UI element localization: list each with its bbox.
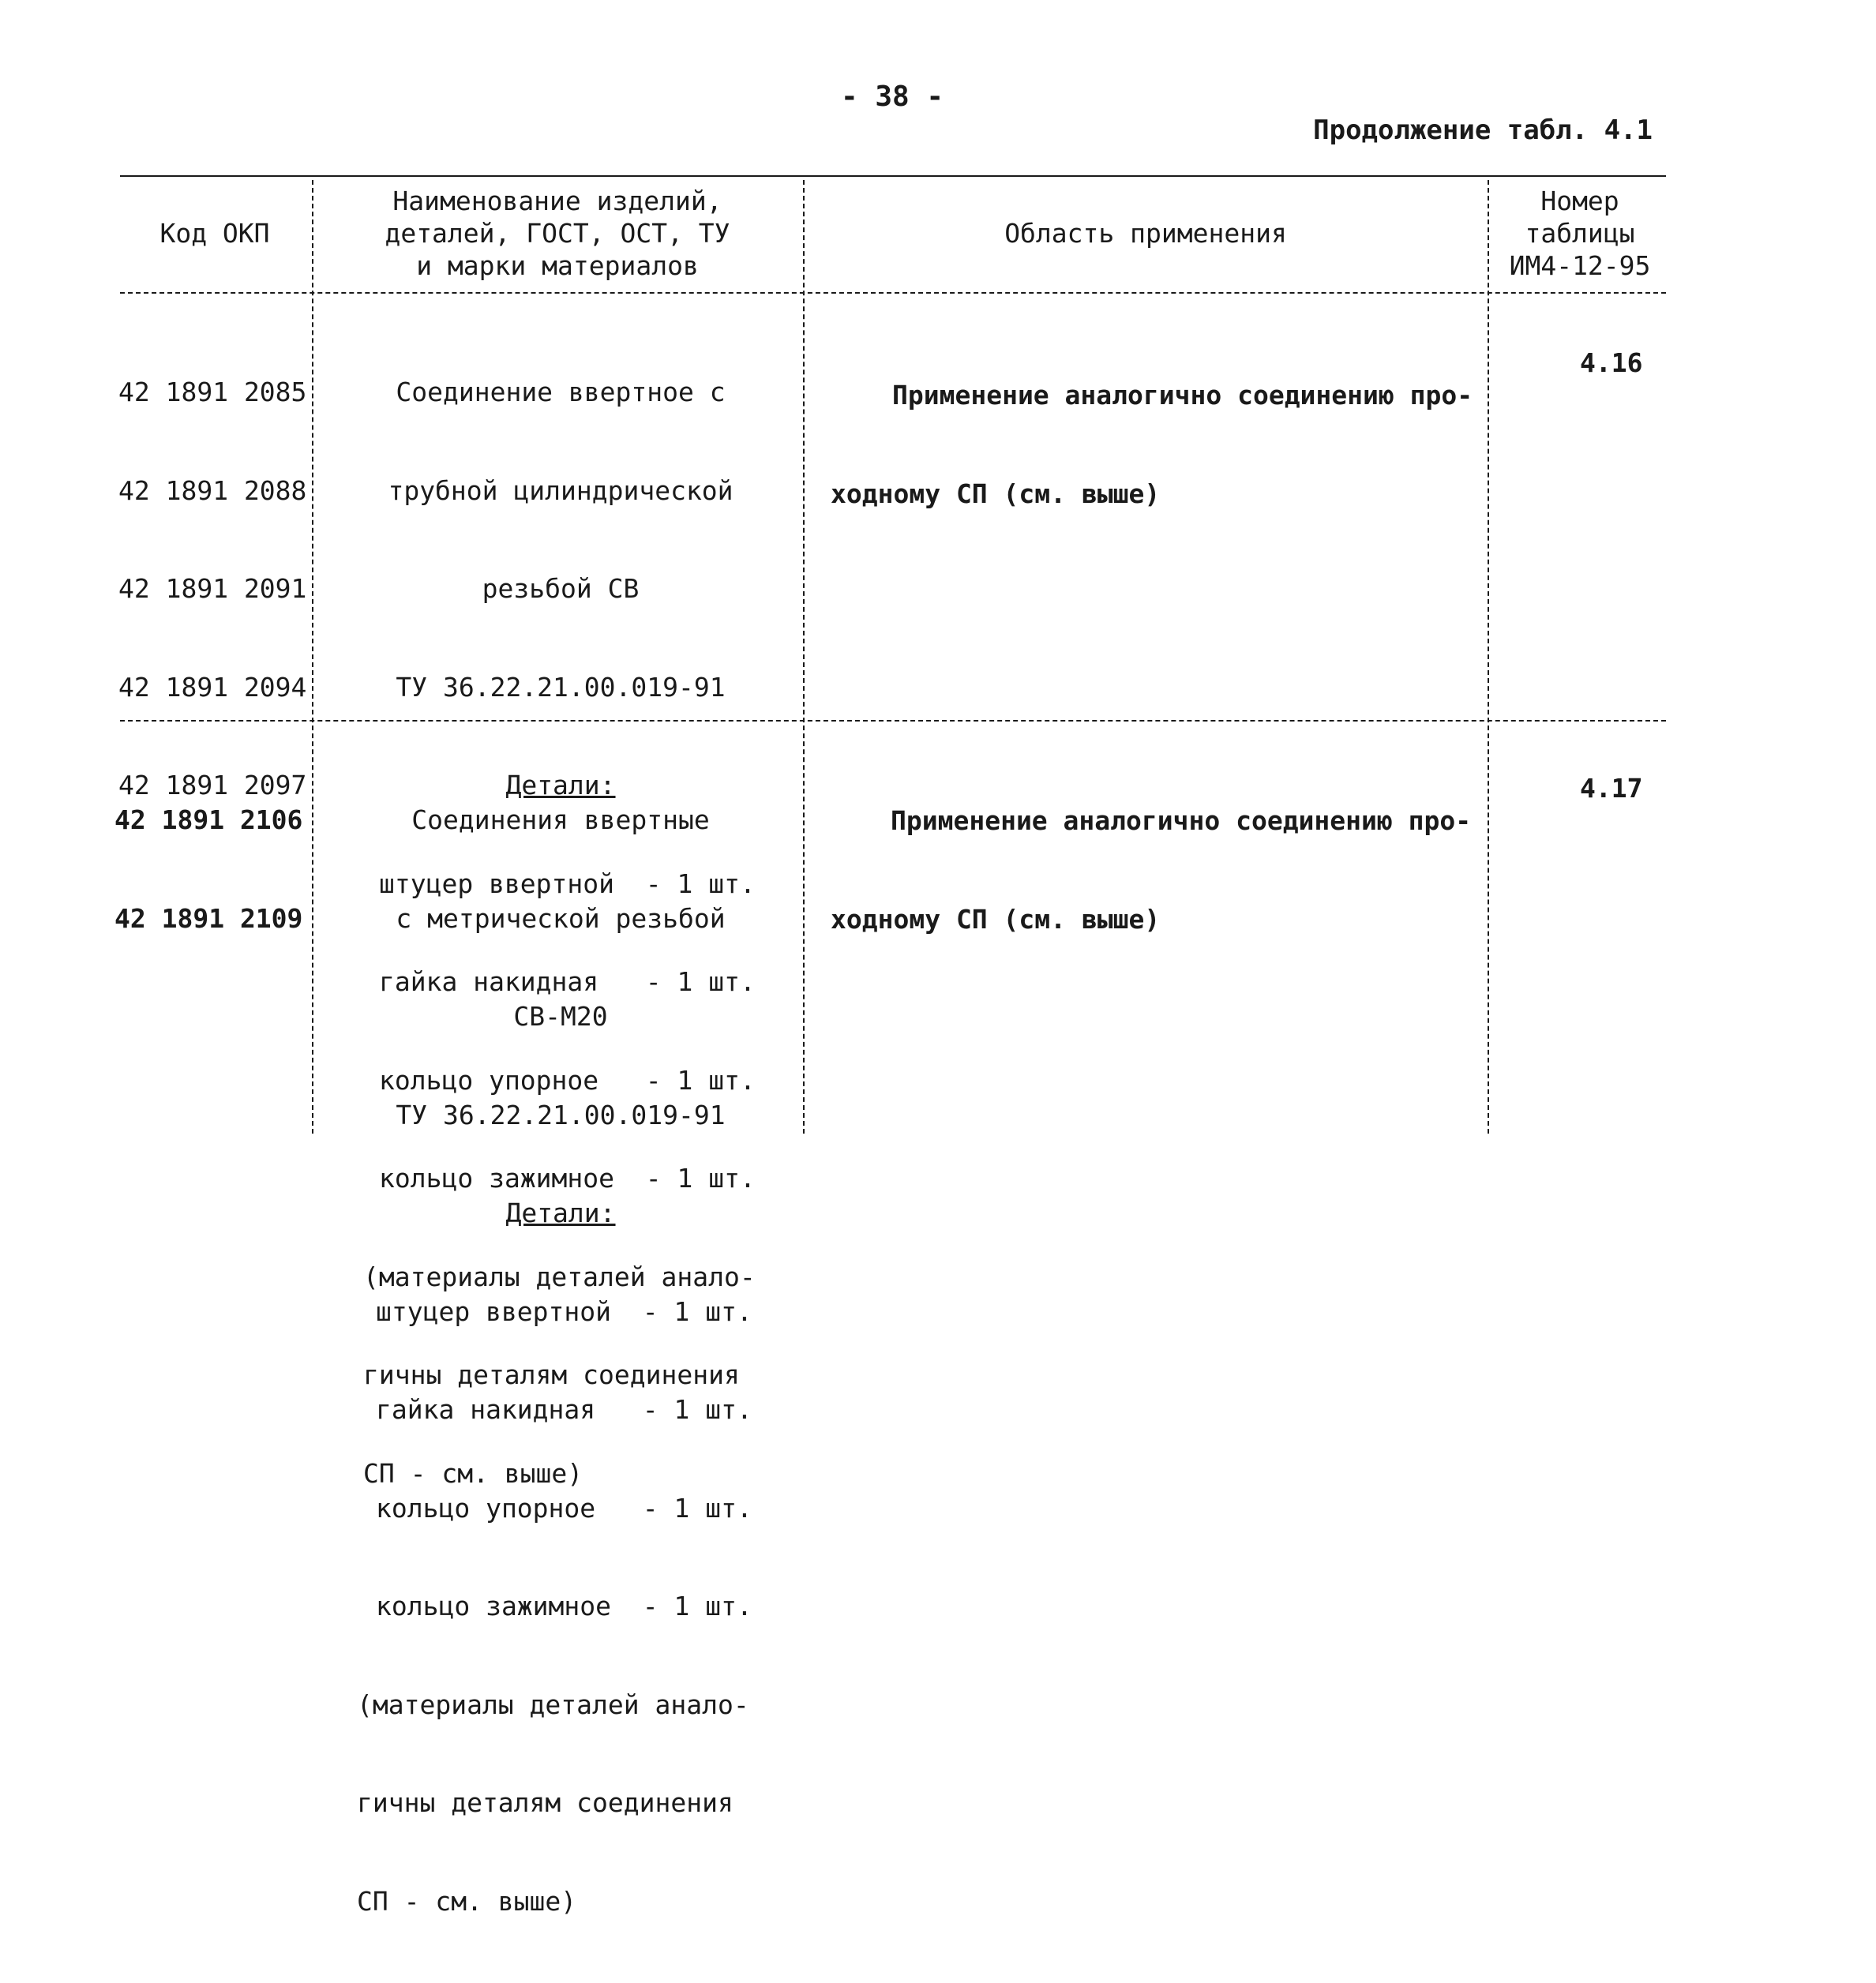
header-separator	[120, 292, 1666, 294]
column-divider-1	[312, 180, 313, 1134]
row-area: Применение аналогично соединению про- ходному СП (см. выше)	[831, 380, 1473, 509]
row-table-no: 4.17	[1580, 772, 1643, 804]
details-heading: Детали:	[505, 1198, 616, 1228]
column-header-table-no: Номер таблицы ИМ4-12-95	[1509, 185, 1651, 281]
row-codes: 42 1891 2085 42 1891 2088 42 1891 2091 42 1891 2094 42 1891 2097	[118, 377, 307, 800]
page-number: - 38 -	[840, 81, 944, 113]
continuation-label: Продолжение табл. 4.1	[1313, 114, 1653, 146]
row-name: Соединение ввертное с трубной цилиндрической резьбой СВ ТУ 36.22.21.00.019-91 Детали: штуцер ввертной - 1 шт. гайка накидная - 1 шт. кольцо упорное - 1 шт. кольцо зажимное - 1 шт. (материалы деталей анало- гичны деталям соединения СП - см. выше)	[332, 310, 790, 1555]
column-divider-2	[803, 180, 805, 1134]
row-name: Соединения ввертные с метрической резьбой СВ-М20 ТУ 36.22.21.00.019-91 Детали: штуцер ввертной - 1 шт. гайка накидная - 1 шт. кольцо упорное - 1 шт. кольцо зажимное - 1 шт. (материалы деталей анало- гичны деталям соединения СП - см. выше)	[332, 738, 790, 1983]
column-header-code: Код ОКП	[159, 217, 270, 249]
row-codes: 42 1891 2106 42 1891 2109	[114, 804, 303, 934]
table-top-rule	[120, 175, 1666, 177]
row-table-no: 4.16	[1580, 347, 1643, 378]
details-heading: Детали:	[505, 770, 616, 800]
column-header-area: Область применения	[1004, 217, 1287, 249]
row-area: Применение аналогично соединению про- ходному СП (см. выше)	[831, 805, 1472, 935]
column-divider-3	[1488, 180, 1489, 1134]
column-header-name: Наименование изделий, деталей, ГОСТ, ОСТ, ТУ и марки материалов	[385, 185, 730, 281]
